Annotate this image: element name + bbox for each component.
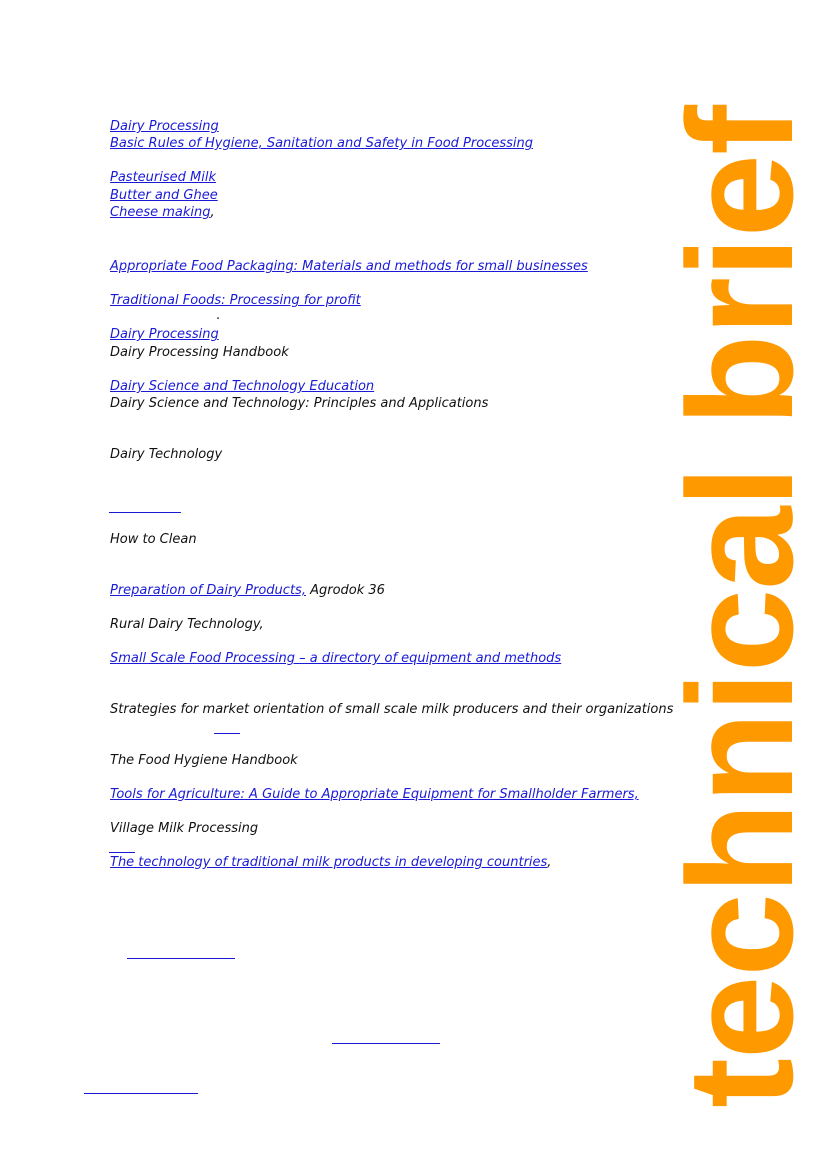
ref-village-milk: Village Milk Processing	[110, 821, 259, 836]
ref-cheese-suffix: ,	[210, 205, 215, 220]
blank-link-underline-4[interactable]	[127, 958, 235, 959]
blank-link-underline-2[interactable]	[214, 733, 240, 734]
ref-dairy-processing-link[interactable]: Dairy Processing	[110, 119, 219, 134]
ref-how-to-clean: How to Clean	[110, 532, 197, 547]
blank-link-underline[interactable]	[109, 512, 181, 513]
ref-market-orientation: Strategies for market orientation of small scale milk producers and their organizations	[110, 702, 674, 717]
ref-traditional-foods-link[interactable]: Traditional Foods: Processing for profit	[110, 293, 361, 308]
ref-food-hygiene-handbook: The Food Hygiene Handbook	[110, 753, 298, 768]
ref-traditional-milk-link[interactable]: The technology of traditional milk products in developing countries	[110, 855, 548, 870]
ref-tools-agriculture-link[interactable]: Tools for Agriculture: A Guide to Appropriate Equipment for Smallholder Farmers,	[110, 787, 639, 802]
ref-dairy-processing-handbook: Dairy Processing Handbook	[110, 345, 289, 360]
ref-preparation-dairy-link[interactable]: Preparation of Dairy Products,	[110, 583, 306, 598]
ref-butter-ghee-link[interactable]: Butter and Ghee	[110, 188, 218, 203]
blank-link-underline-6[interactable]	[84, 1093, 198, 1094]
stray-dot: .	[216, 308, 221, 323]
ref-dairy-science-principles: Dairy Science and Technology: Principles and Applications	[110, 396, 489, 411]
ref-hygiene-rules-link[interactable]: Basic Rules of Hygiene, Sanitation and Safety in Food Processing	[110, 136, 533, 151]
ref-agrodok-suffix: Agrodok 36	[305, 583, 385, 598]
blank-link-underline-5[interactable]	[332, 1043, 440, 1044]
ref-rural-dairy-technology: Rural Dairy Technology,	[110, 617, 264, 632]
ref-small-scale-food-link[interactable]: Small Scale Food Processing – a directory of equipment and methods	[110, 651, 562, 666]
technical-brief-logo: technical brief	[656, 106, 824, 1108]
ref-pasteurised-milk-link[interactable]: Pasteurised Milk	[110, 170, 216, 185]
ref-dairy-technology: Dairy Technology	[110, 447, 223, 462]
ref-cheese-making-link[interactable]: Cheese making	[110, 205, 211, 220]
ref-dairy-processing-2-link[interactable]: Dairy Processing	[110, 327, 219, 342]
ref-food-packaging-link[interactable]: Appropriate Food Packaging: Materials and methods for small businesses	[110, 259, 588, 274]
ref-traditional-milk-suffix: ,	[547, 855, 552, 870]
ref-dairy-science-education-link[interactable]: Dairy Science and Technology Education	[110, 379, 375, 394]
blank-link-underline-3[interactable]	[109, 852, 135, 853]
